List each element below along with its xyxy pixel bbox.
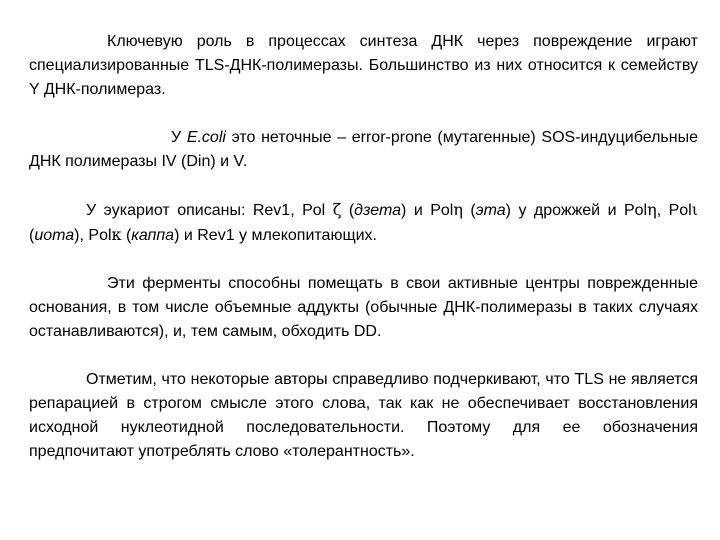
paragraph-tolerance: Отметим, что некоторые авторы справедливо подчеркивают, что TLS не является репарацией в строгом смысле этого слова, так как не обеспечивает восстановления исходной нуклеотидной последовательности. Поэтому для ее обозначения предпочитают употреблять слово «толерантность».	[29, 371, 698, 460]
paragraph-ecoli	[29, 126, 698, 174]
paragraph-eukaryotes	[29, 198, 698, 248]
eta-symbol: η	[453, 200, 463, 219]
kappa-symbol: κ	[111, 225, 122, 244]
slide-text-body	[29, 30, 698, 464]
ecoli-text-end: это неточные – error-prone (мутагенные) SOS-индуцибельные ДНК полимеразы IV (Din) и V.	[29, 129, 698, 170]
euk-text-8: ), Pol	[74, 227, 112, 244]
zeta-name: дзета	[354, 202, 402, 219]
euk-text-2: (	[341, 202, 355, 219]
paragraph-tls-polymerases: Ключевую роль в процессах синтеза ДНК через повреждение играют специализированные TLS-ДНК-полимеразы. Большинство из них относится к семейству Y ДНК-полимераз.	[29, 33, 698, 98]
euk-text-9: (	[121, 227, 132, 244]
eta-symbol-2: η	[647, 200, 657, 219]
ecoli-organism-name: E.coli	[186, 129, 226, 146]
euk-text-10: ) и Rev1 у млекопитающих.	[174, 227, 377, 244]
eta-name: эта	[475, 202, 506, 219]
euk-text-7: (	[29, 227, 35, 244]
kappa-name: каппа	[131, 227, 175, 244]
euk-text-3: ) и Pol	[401, 202, 454, 219]
zeta-symbol: ζ	[332, 200, 342, 219]
euk-text-4: (	[462, 202, 476, 219]
euk-text-5: ) у дрожжей и Pol	[505, 202, 648, 219]
euk-text-6: , Pol	[656, 202, 692, 219]
iota-symbol: ι	[691, 200, 699, 219]
ecoli-text-start: У	[171, 129, 187, 146]
euk-text-1: У эукариот описаны: Rev1, Pol	[86, 202, 333, 219]
iota-name: иота	[34, 227, 75, 244]
paragraph-enzyme-function: Эти ферменты способны помещать в свои активные центры поврежденные основания, в том числе объемные аддукты (обычные ДНК-полимеразы в таких случаях останавливаются), и, тем самым, обходить DD.	[29, 275, 698, 340]
